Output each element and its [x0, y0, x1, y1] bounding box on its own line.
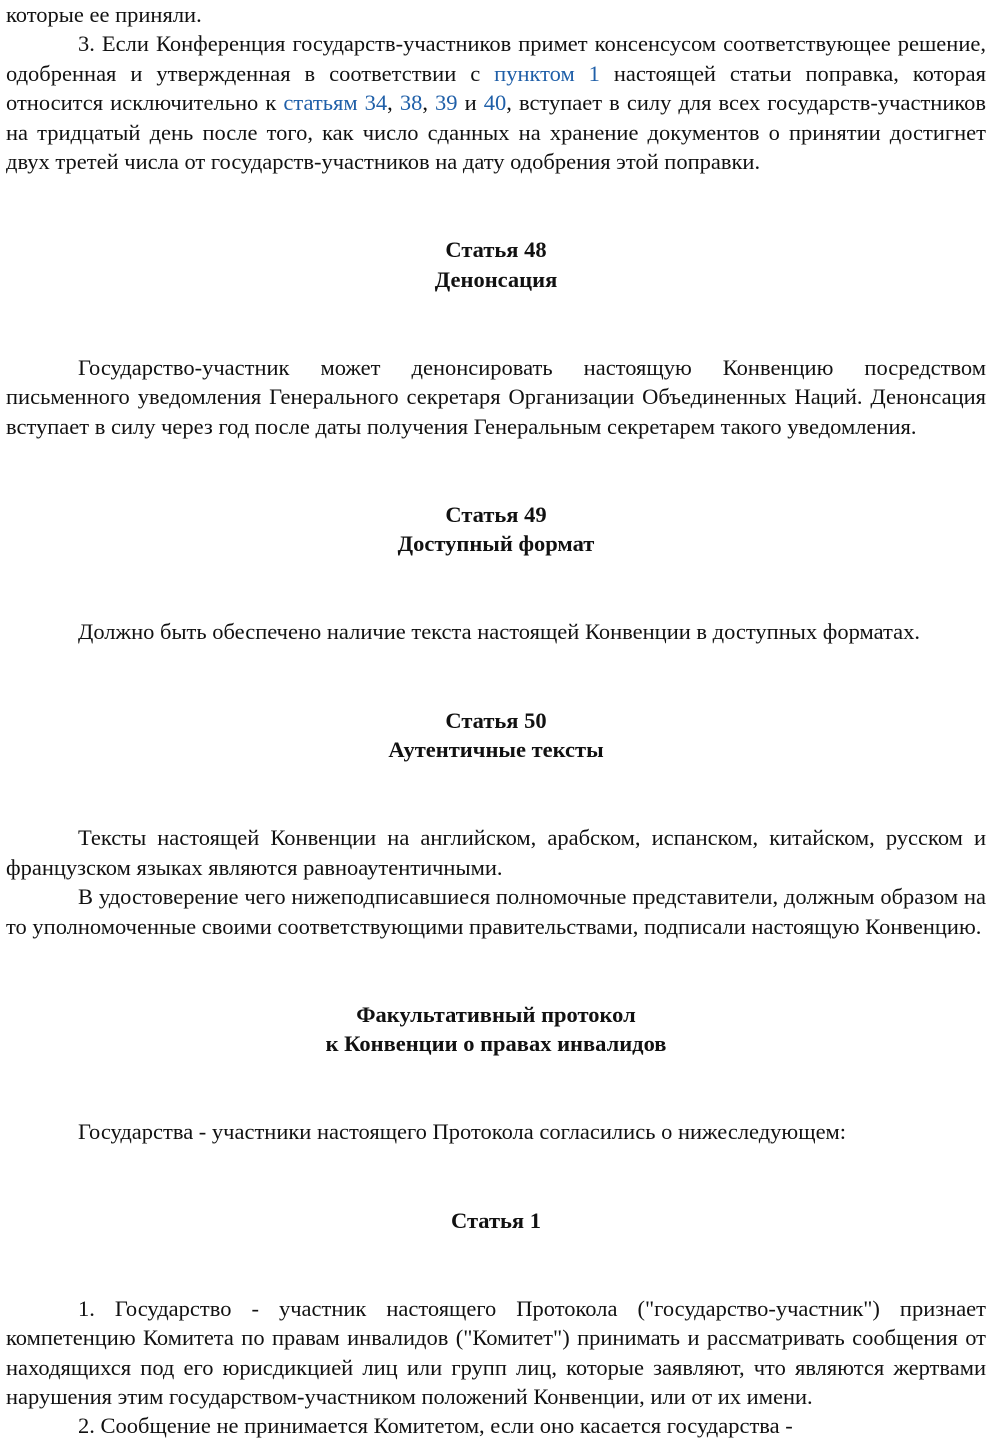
paragraph-3 — [6, 29, 986, 176]
link-point-1[interactable]: пунктом 1 — [494, 60, 600, 86]
paragraph-3-text-2: настоящей статьи поправка, которая относится исключительно к — [6, 60, 986, 116]
protocol-article-1-text-1: 1. Государство - участник настоящего Протокола ("государство-участник") признает компетенцию Комитета по правам инвалидов ("Комитет") принимать и рассматривать сообщения от находящихся под его юрисдикцией лиц или групп лиц, которые заявляют, что являются жертвами нарушения этим государством-участником положений Конвенции, или от их имени. — [6, 1295, 986, 1409]
link-article-40[interactable]: 40 — [483, 90, 507, 116]
article-49-title: Доступный формат — [397, 531, 595, 557]
link-article-38[interactable]: 38 — [399, 90, 423, 116]
article-49-number: Статья 49 — [445, 501, 547, 527]
article-50-text-2: В удостоверение чего нижеподписавшиеся полномочные представители, должным образом на то уполномоченные своими соответствующими правительствами, подписали настоящую Конвенцию. — [6, 884, 986, 939]
article-50-title: Аутентичные тексты — [388, 737, 604, 763]
link-article-39[interactable]: 39 — [435, 90, 458, 116]
link-article-34[interactable]: статьям 34 — [283, 90, 388, 116]
article-48-title: Денонсация — [434, 266, 558, 292]
article-50-text-1: Тексты настоящей Конвенции на английском, арабском, испанском, китайском, русском и французском языках являются равноаутентичными. — [6, 825, 986, 880]
paragraph-3-text-1: 3. Если Конференция государств-участников примет консенсусом соответствующее решение, одобренная и утвержденная в соответствии с — [6, 31, 986, 86]
protocol-article-1-number: Статья 1 — [451, 1207, 541, 1233]
separator: , — [387, 90, 400, 116]
separator: , — [422, 90, 436, 116]
intro-line: которые ее приняли. — [6, 2, 202, 27]
paragraph-3-text-3: , вступает в силу для всех государств-участников на тридцатый день после того, как число сданных на хранение документов о принятии достигнет двух третей числа от государств-участников на дату одобрения этой поправки. — [6, 90, 987, 175]
protocol-preamble: Государства - участники настоящего Протокола согласились о нижеследующем: — [78, 1119, 847, 1145]
protocol-title-line-1: Факультативный протокол — [356, 1001, 636, 1027]
article-50-number: Статья 50 — [445, 707, 547, 733]
article-49-text: Должно быть обеспечено наличие текста настоящей Конвенции в доступных форматах. — [78, 619, 920, 645]
separator: и — [457, 90, 484, 116]
protocol-title-line-2: к Конвенции о правах инвалидов — [325, 1031, 667, 1057]
article-48-number: Статья 48 — [445, 237, 547, 263]
protocol-article-1-text-2: 2. Сообщение не принимается Комитетом, если оно касается государства - — [78, 1413, 793, 1439]
document-page — [6, 0, 986, 1441]
article-48-text: Государство-участник может денонсировать настоящую Конвенцию посредством письменного уведомления Генерального секретаря Организации Объединенных Наций. Денонсация вступает в силу через год после даты получения Генеральным секретарем такого уведомления. — [6, 354, 986, 439]
